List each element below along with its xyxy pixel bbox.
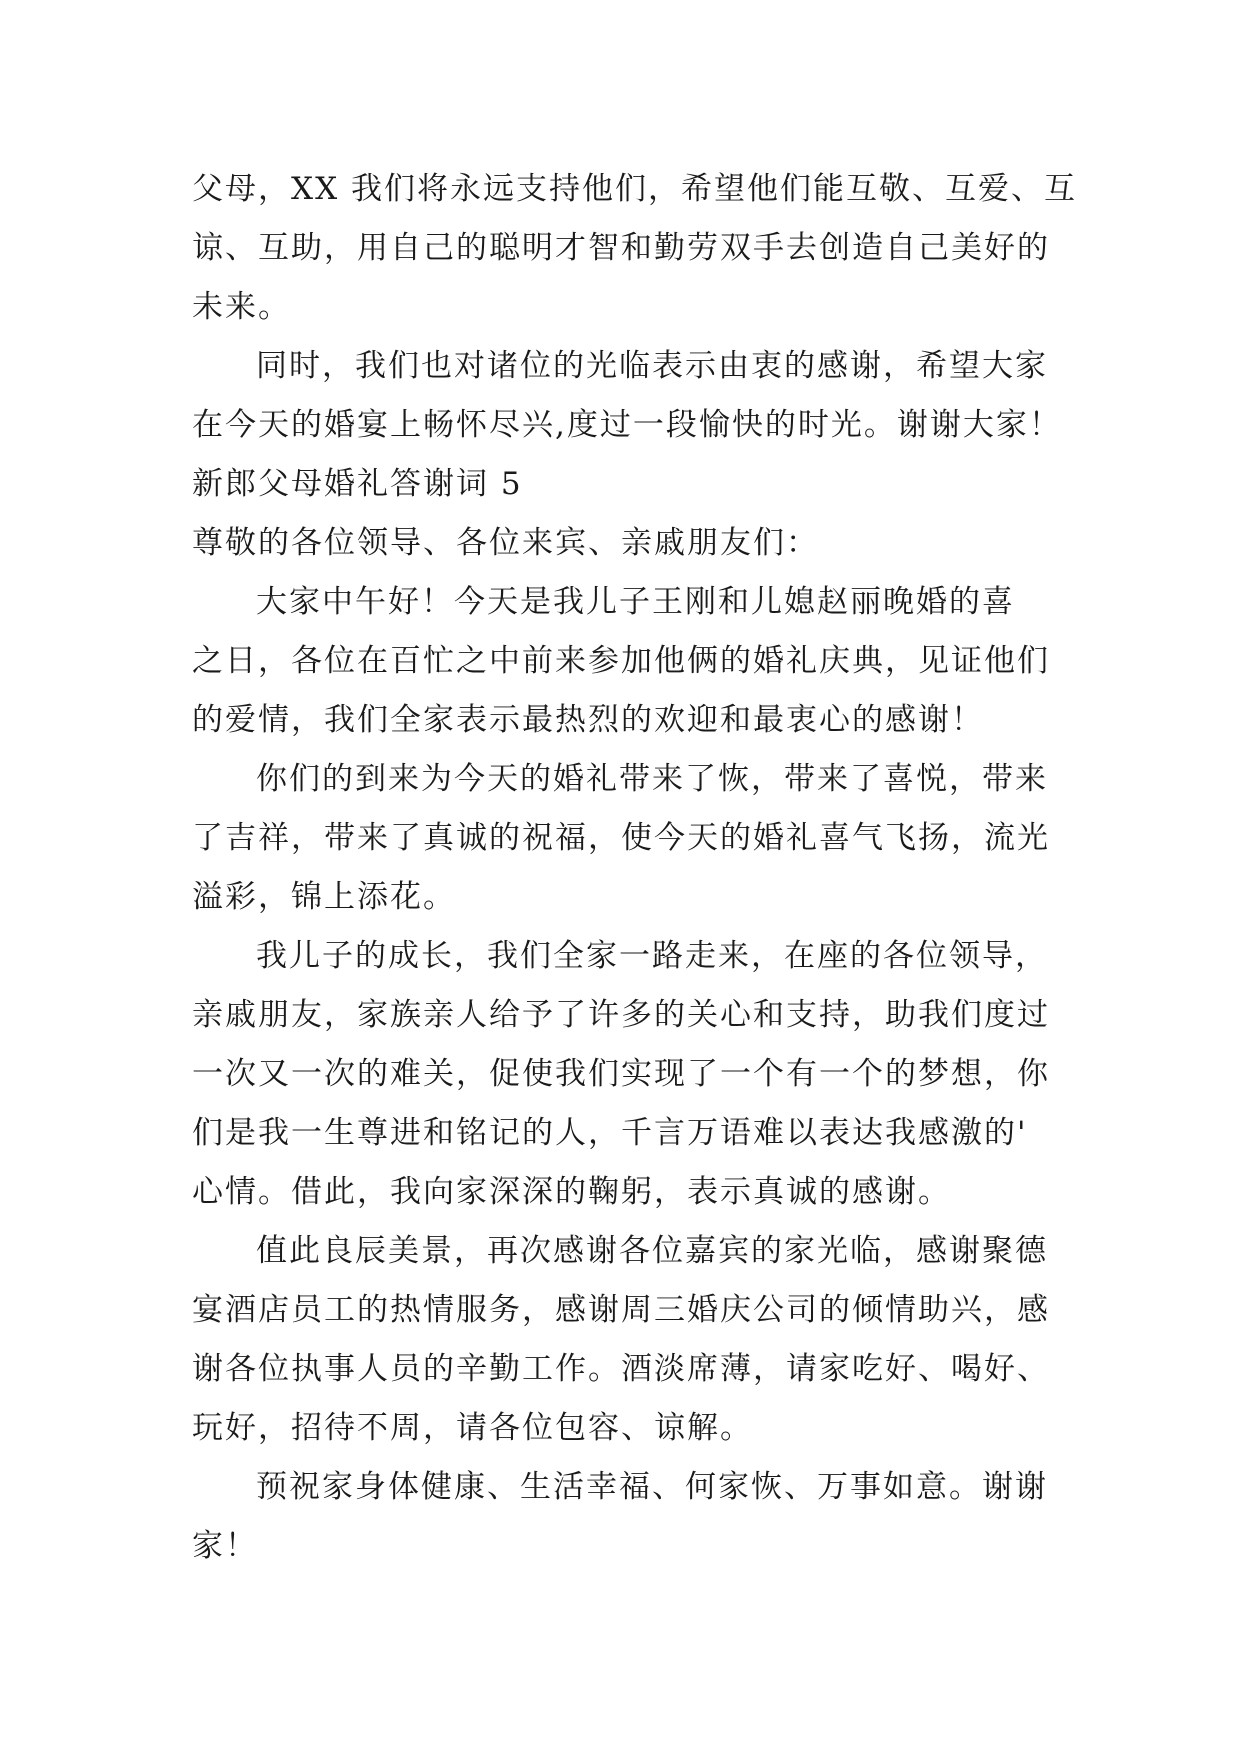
text-line: 玩好，招待不周，请各位包容、谅解。 bbox=[192, 1410, 753, 1446]
text-line: 父母，XX 我们将永远支持他们，希望他们能互敬、互爱、互 bbox=[192, 171, 1077, 207]
text-line: 的爱情，我们全家表示最热烈的欢迎和最衷心的感谢！ bbox=[192, 702, 984, 738]
text-line: 一次又一次的难关，促使我们实现了一个有一个的梦想，你 bbox=[192, 1056, 1050, 1092]
text-line: 们是我一生尊进和铭记的人，千言万语难以表达我感激的' bbox=[192, 1115, 1028, 1151]
text-line: 谢各位执事人员的辛勤工作。酒淡席薄，请家吃好、喝好、 bbox=[192, 1351, 1050, 1387]
text-line: 亲戚朋友，家族亲人给予了许多的关心和支持，助我们度过 bbox=[192, 997, 1050, 1033]
paragraph-start-line: 大家中午好！今天是我儿子王刚和儿媳赵丽晚婚的喜 bbox=[256, 584, 1015, 620]
text-line: 未来。 bbox=[192, 289, 291, 325]
salutation-line: 尊敬的各位领导、各位来宾、亲戚朋友们： bbox=[192, 525, 819, 561]
text-line: 溢彩，锦上添花。 bbox=[192, 879, 456, 915]
section-title: 新郎父母婚礼答谢词 5 bbox=[192, 466, 523, 502]
text-line: 谅、互助，用自己的聪明才智和勤劳双手去创造自己美好的 bbox=[192, 230, 1050, 266]
paragraph-start-line: 同时，我们也对诸位的光临表示由衷的感谢，希望大家 bbox=[256, 348, 1048, 384]
paragraph-start-line: 值此良辰美景，再次感谢各位嘉宾的家光临，感谢聚德 bbox=[256, 1233, 1048, 1269]
text-line: 了吉祥，带来了真诚的祝福，使今天的婚礼喜气飞扬，流光 bbox=[192, 820, 1050, 856]
text-line: 宴酒店员工的热情服务，感谢周三婚庆公司的倾情助兴，感 bbox=[192, 1292, 1050, 1328]
paragraph-start-line: 预祝家身体健康、生活幸福、何家恢、万事如意。谢谢 bbox=[256, 1469, 1048, 1505]
document-body bbox=[192, 160, 1077, 1576]
text-line: 在今天的婚宴上畅怀尽兴,度过一段愉快的时光。谢谢大家！ bbox=[192, 407, 1062, 443]
text-line: 之日，各位在百忙之中前来参加他俩的婚礼庆典，见证他们 bbox=[192, 643, 1050, 679]
paragraph-start-line: 你们的到来为今天的婚礼带来了恢，带来了喜悦，带来 bbox=[256, 761, 1048, 797]
paragraph-start-line: 我儿子的成长，我们全家一路走来，在座的各位领导， bbox=[256, 938, 1048, 974]
text-line: 心情。借此，我向家深深的鞠躬，表示真诚的感谢。 bbox=[192, 1174, 951, 1210]
text-line: 家！ bbox=[192, 1528, 258, 1564]
